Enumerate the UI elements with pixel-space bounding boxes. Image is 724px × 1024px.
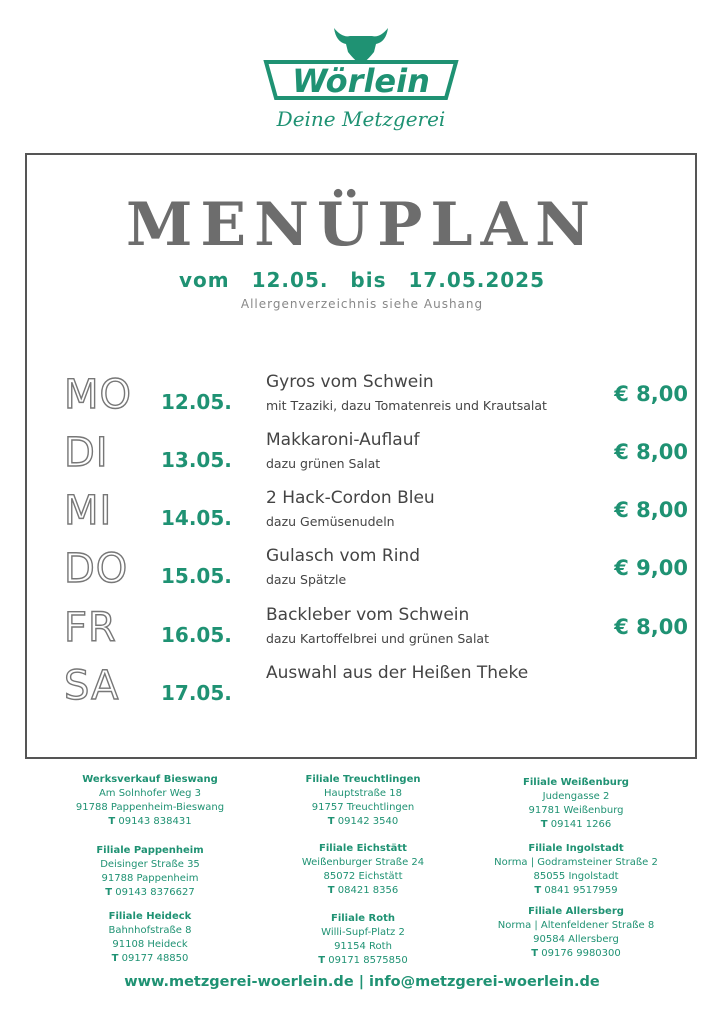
period-prefix: vom	[179, 268, 230, 292]
branch-block	[243, 773, 483, 829]
menu-row	[0, 488, 724, 546]
logo-brand: Wörlein	[292, 62, 430, 100]
menu-row	[0, 430, 724, 488]
branch-name: Filiale Ingolstadt	[528, 843, 624, 854]
branch-city: 85055 Ingolstadt	[533, 871, 619, 882]
branch-city: 91757 Treuchtlingen	[311, 802, 415, 813]
branch-phone: T 0841 9517959	[534, 885, 618, 896]
branch-phone: T 08421 8356	[327, 885, 399, 896]
branch-name: Werksverkauf Bieswang	[82, 774, 218, 785]
branch-block	[30, 910, 270, 966]
branch-street: Bahnhofstraße 8	[108, 925, 192, 936]
branch-street: Weißenburger Straße 24	[301, 857, 425, 868]
menu-day: DI	[64, 430, 109, 476]
branch-name: Filiale Allersberg	[528, 906, 624, 917]
branch-city: 91788 Pappenheim	[101, 873, 199, 884]
branch-block	[30, 844, 270, 900]
menu-date: 15.05.	[161, 564, 232, 588]
menu-dish: Makkaroni-Auflauf	[266, 430, 420, 450]
branch-street: Norma | Godramsteiner Straße 2	[494, 857, 658, 868]
contact-links[interactable]: www.metzgerei-woerlein.de | info@metzgerei-woerlein.de	[124, 974, 600, 990]
menu-price: € 8,00	[614, 615, 688, 639]
branch-block	[30, 773, 270, 829]
branch-street: Judengasse 2	[542, 791, 610, 802]
menu-day: DO	[64, 546, 129, 592]
menu-price: € 8,00	[614, 498, 688, 522]
branch-phone: T 09141 1266	[540, 819, 612, 830]
branch-name: Filiale Pappenheim	[96, 845, 204, 856]
branch-phone: T 09177 48850	[111, 953, 189, 964]
branch-phone: T 09143 838431	[108, 816, 192, 827]
period-start: 12.05.	[251, 268, 329, 292]
menu-row	[0, 546, 724, 604]
menu-price: € 9,00	[614, 556, 688, 580]
period-separator: bis	[350, 268, 387, 292]
branch-name: Filiale Treuchtlingen	[305, 774, 421, 785]
period-end: 17.05.2025	[408, 268, 545, 292]
branch-block	[243, 912, 483, 968]
menu-side: dazu Kartoffelbrei und grünen Salat	[266, 631, 489, 646]
menu-day: MI	[64, 488, 113, 534]
menu-date: 16.05.	[161, 623, 232, 647]
menu-day: FR	[64, 605, 117, 651]
branch-name: Filiale Eichstätt	[319, 843, 407, 854]
branch-name: Filiale Weißenburg	[523, 777, 629, 788]
menu-date: 17.05.	[161, 681, 232, 705]
branch-city: 90584 Allersberg	[533, 934, 619, 945]
bull-head-icon	[334, 28, 388, 64]
branch-phone: T 09142 3540	[327, 816, 399, 827]
branch-city: 91154 Roth	[334, 941, 392, 952]
branch-block	[456, 842, 696, 898]
branch-street: Deisinger Straße 35	[100, 859, 200, 870]
branch-street: Hauptstraße 18	[324, 788, 402, 799]
branch-street: Willi-Supf-Platz 2	[321, 927, 405, 938]
menu-row	[0, 372, 724, 430]
menu-side: dazu grünen Salat	[266, 456, 381, 471]
menu-date: 13.05.	[161, 448, 232, 472]
allergen-note: Allergenverzeichnis siehe Aushang	[240, 297, 484, 311]
menu-day: MO	[64, 372, 132, 418]
branch-phone: T 09171 8575850	[318, 955, 408, 966]
menu-side: mit Tzaziki, dazu Tomatenreis und Krautsalat	[266, 398, 547, 413]
branch-city: 91788 Pappenheim-Bieswang	[75, 802, 225, 813]
branch-block	[456, 776, 696, 832]
menu-day: SA	[64, 663, 120, 709]
branch-name: Filiale Heideck	[108, 911, 192, 922]
branch-city: 91108 Heideck	[112, 939, 188, 950]
menu-date: 14.05.	[161, 506, 232, 530]
menu-side: dazu Spätzle	[266, 572, 347, 587]
menu-dish: Auswahl aus der Heißen Theke	[266, 663, 529, 683]
menu-dish: 2 Hack-Cordon Bleu	[266, 488, 435, 508]
menu-dish: Backleber vom Schwein	[266, 605, 470, 625]
menu-price: € 8,00	[614, 440, 688, 464]
menu-row	[0, 605, 724, 663]
branch-name: Filiale Roth	[330, 913, 396, 924]
branch-block	[243, 842, 483, 898]
branch-phone: T 09176 9980300	[531, 948, 621, 959]
woerlein-logo	[262, 22, 460, 144]
branch-city: 91781 Weißenburg	[528, 805, 624, 816]
menu-price: € 8,00	[614, 382, 688, 406]
branch-phone: T 09143 8376627	[105, 887, 195, 898]
menu-dish: Gyros vom Schwein	[266, 372, 434, 392]
branch-street: Am Solnhofer Weg 3	[98, 788, 202, 799]
branch-block	[456, 905, 696, 961]
menu-dish: Gulasch vom Rind	[266, 546, 420, 566]
page-title: MENÜPLAN	[125, 190, 599, 260]
menu-side: dazu Gemüsenudeln	[266, 514, 395, 529]
menu-date: 12.05.	[161, 390, 232, 414]
branch-city: 85072 Eichstätt	[323, 871, 403, 882]
menu-row	[0, 663, 724, 721]
date-range	[0, 268, 724, 292]
branch-street: Norma | Altenfeldener Straße 8	[497, 920, 655, 931]
logo-tagline: Deine Metzgerei	[276, 107, 446, 131]
